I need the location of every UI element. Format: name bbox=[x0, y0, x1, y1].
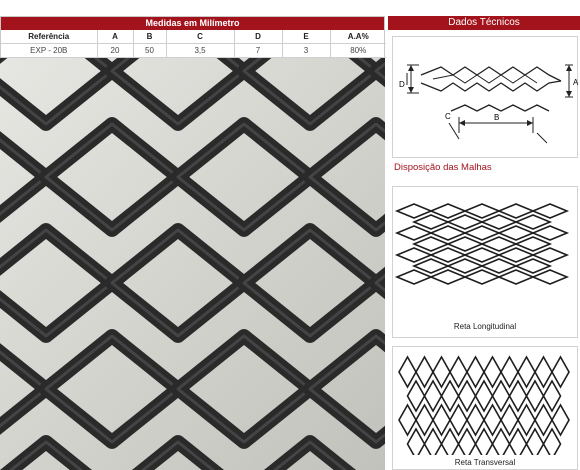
header-aa: A.A% bbox=[330, 30, 386, 44]
diagram-label-a: A bbox=[573, 78, 579, 87]
transversal-caption: Reta Transversal bbox=[454, 458, 516, 467]
mesh-photo-image bbox=[0, 58, 385, 470]
header-c: C bbox=[166, 30, 234, 44]
technical-diagram-panel bbox=[392, 36, 578, 158]
left-column bbox=[0, 16, 385, 470]
specs-table-title: Medidas em Milímetro bbox=[1, 17, 384, 30]
right-column bbox=[388, 16, 580, 470]
cell-e: 3 bbox=[282, 44, 330, 58]
mesh-photo bbox=[0, 58, 385, 470]
specs-data-row bbox=[1, 44, 386, 58]
cell-aa: 80% bbox=[330, 44, 386, 58]
diagram-label-c: C bbox=[445, 112, 451, 121]
cell-b: 50 bbox=[133, 44, 166, 58]
cell-a: 20 bbox=[97, 44, 133, 58]
header-referencia: Referência bbox=[1, 30, 97, 44]
specs-table-box bbox=[0, 16, 385, 58]
longitudinal-caption: Reta Longitudinal bbox=[453, 322, 517, 331]
cell-d: 7 bbox=[234, 44, 282, 58]
cell-referencia: EXP - 20B bbox=[1, 44, 97, 58]
dados-tecnicos-header: Dados Técnicos bbox=[388, 16, 580, 30]
cell-c: 3,5 bbox=[166, 44, 234, 58]
specs-header-row bbox=[1, 30, 386, 44]
header-b: B bbox=[133, 30, 166, 44]
disposicao-title: Disposição das Malhas bbox=[394, 162, 492, 173]
longitudinal-mesh-diagram bbox=[393, 187, 579, 317]
transversal-mesh-diagram bbox=[393, 347, 579, 455]
header-e: E bbox=[282, 30, 330, 44]
transversal-panel bbox=[392, 346, 578, 470]
header-a: A bbox=[97, 30, 133, 44]
technical-diagram bbox=[393, 37, 579, 159]
specs-table bbox=[1, 30, 386, 58]
diagram-label-d: D bbox=[399, 80, 405, 89]
header-d: D bbox=[234, 30, 282, 44]
diagram-label-b: B bbox=[494, 113, 500, 122]
longitudinal-panel bbox=[392, 186, 578, 338]
